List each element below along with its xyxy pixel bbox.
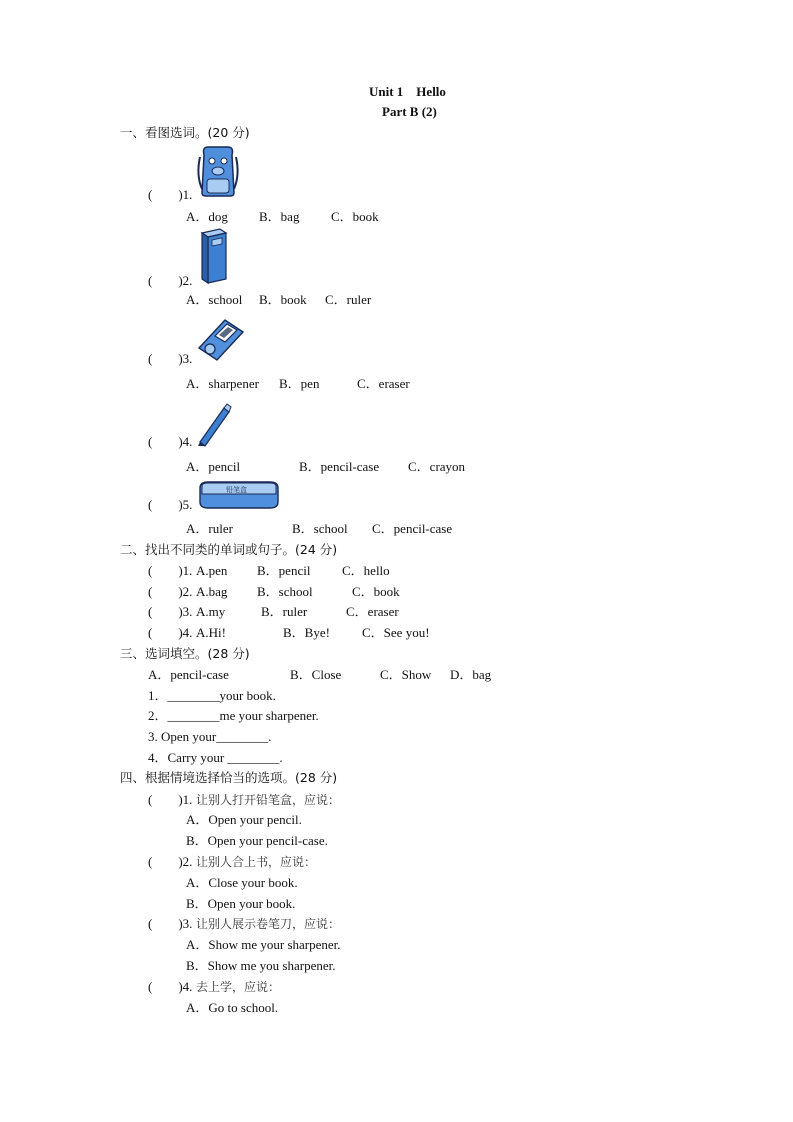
s1-q4-option-c: C．crayon xyxy=(408,459,466,474)
s4-q4-number[interactable]: ( )4. xyxy=(148,979,193,994)
s2-q1-number[interactable]: ( )1. xyxy=(148,563,193,578)
s1-q5-option-b: B．school xyxy=(292,521,348,536)
s1-q4-option-b: B．pencil-case xyxy=(299,459,380,474)
s1-q1-option-a: A．dog xyxy=(186,209,228,224)
s3-choice-c: C．Show xyxy=(380,667,432,682)
s4-q3-number[interactable]: ( )3. xyxy=(148,916,193,931)
s1-q2-option-b: B．book xyxy=(259,292,307,307)
s2-q3-option-b: B．ruler xyxy=(261,604,308,619)
s4-q1-number[interactable]: ( )1. xyxy=(148,792,193,807)
s4-q4-prompt: 去上学，应说： xyxy=(196,980,281,994)
s1-q4-option-a: A．pencil xyxy=(186,459,241,474)
s2-q3-option-c: C．eraser xyxy=(346,604,399,619)
s3-choice-d: D．bag xyxy=(450,667,492,682)
book-icon xyxy=(198,227,230,285)
s2-q4-option-c: C．See you! xyxy=(362,625,430,640)
s1-q3-number[interactable]: ( )3. xyxy=(148,351,193,366)
s2-q3-option-a: A.my xyxy=(196,604,226,619)
pencil-case-label: 铅笔盒 xyxy=(226,486,247,494)
s1-q2-option-a: A．school xyxy=(186,292,243,307)
sharpener-icon xyxy=(197,316,245,362)
backpack-icon xyxy=(196,145,240,197)
s1-q5-option-a: A．ruler xyxy=(186,521,233,536)
s2-q4-option-a: A.Hi! xyxy=(196,625,226,640)
s1-q3-option-a: A．sharpener xyxy=(186,376,259,391)
page-title: Unit 1 Hello xyxy=(369,84,446,99)
s1-q1-number[interactable]: ( )1. xyxy=(148,187,193,202)
s2-q3-number[interactable]: ( )3. xyxy=(148,604,193,619)
s4-q3-option-b: B．Show me you sharpener. xyxy=(186,958,336,973)
s1-q2-option-c: C．ruler xyxy=(325,292,372,307)
s4-q1-option-b: B．Open your pencil-case. xyxy=(186,833,328,848)
s2-q2-option-a: A.bag xyxy=(196,584,228,599)
s4-q4-option-a: A．Go to school. xyxy=(186,1000,279,1015)
s2-q2-option-b: B．school xyxy=(257,584,313,599)
s2-q2-number[interactable]: ( )2. xyxy=(148,584,193,599)
s1-q5-number[interactable]: ( )5. xyxy=(148,497,193,512)
pencil-case-icon xyxy=(196,480,280,510)
s1-q1-option-b: B．bag xyxy=(259,209,300,224)
s2-q4-number[interactable]: ( )4. xyxy=(148,625,193,640)
page-subtitle: Part B (2) xyxy=(382,104,437,119)
s4-q1-prompt: 让别人打开铅笔盒，应说： xyxy=(196,793,341,807)
s3-choice-b: B．Close xyxy=(290,667,342,682)
s4-q3-prompt: 让别人展示卷笔刀，应说： xyxy=(196,917,341,931)
s1-q3-option-b: B．pen xyxy=(279,376,320,391)
s4-q3-option-a: A．Show me your sharpener. xyxy=(186,937,341,952)
section2-heading: 二、找出不同类的单词或句子。(24 分) xyxy=(120,542,338,557)
s4-q2-number[interactable]: ( )2. xyxy=(148,854,193,869)
s3-q4[interactable]: 4．Carry your ________. xyxy=(148,750,283,765)
s3-q2[interactable]: 2．________me your sharpener. xyxy=(148,708,319,723)
section4-heading: 四、根据情境选择恰当的选项。(28 分) xyxy=(120,770,338,785)
s4-q2-option-b: B．Open your book. xyxy=(186,896,296,911)
s1-q1-option-c: C．book xyxy=(331,209,379,224)
s3-q1[interactable]: 1．________your book. xyxy=(148,688,276,703)
s1-q3-option-c: C．eraser xyxy=(357,376,410,391)
s2-q2-option-c: C．book xyxy=(352,584,400,599)
s1-q5-option-c: C．pencil-case xyxy=(372,521,453,536)
s4-q2-option-a: A．Close your book. xyxy=(186,875,298,890)
s4-q1-option-a: A．Open your pencil. xyxy=(186,812,302,827)
s1-q4-number[interactable]: ( )4. xyxy=(148,434,193,449)
s2-q1-option-a: A.pen xyxy=(196,563,228,578)
s3-q3[interactable]: 3. Open your________. xyxy=(148,729,272,744)
s1-q2-number[interactable]: ( )2. xyxy=(148,273,193,288)
s2-q1-option-c: C．hello xyxy=(342,563,390,578)
pencil-icon xyxy=(196,402,232,446)
section1-heading: 一、看图选词。(20 分) xyxy=(120,125,250,140)
section3-heading: 三、选词填空。(28 分) xyxy=(120,646,250,661)
s2-q1-option-b: B．pencil xyxy=(257,563,311,578)
s3-choice-a: A．pencil-case xyxy=(148,667,229,682)
s2-q4-option-b: B．Bye! xyxy=(283,625,330,640)
s4-q2-prompt: 让别人合上书，应说： xyxy=(196,855,317,869)
